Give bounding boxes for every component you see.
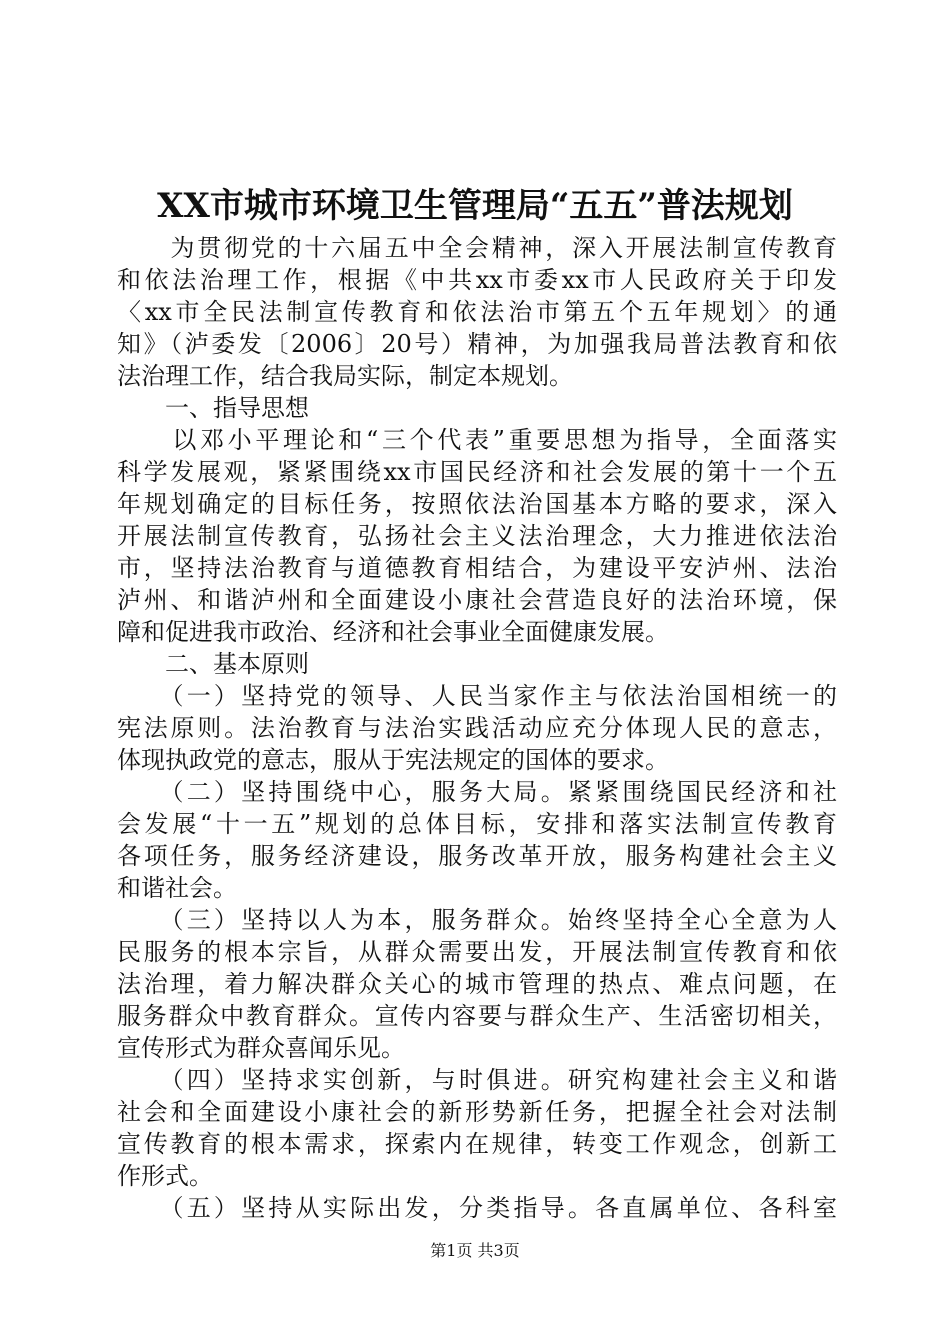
document-body — [117, 232, 837, 1224]
text-line: 宣传教育的根本需求，探索内在规律，转变工作观念，创新工 — [117, 1130, 837, 1158]
text-line: 宪法原则。法治教育与法治实践活动应充分体现人民的意志， — [117, 714, 837, 742]
text-line: 障和促进我市政治、经济和社会事业全面健康发展。 — [117, 618, 669, 646]
text-line: 服务群众中教育群众。宣传内容要与群众生产、生活密切相关， — [117, 1002, 837, 1030]
text-line: 开展法制宣传教育，弘扬社会主义法治理念，大力推进依法治 — [117, 522, 837, 550]
text-line: 和依法治理工作，根据《中共xx市委xx市人民政府关于印发 — [117, 266, 837, 294]
text-line: 以邓小平理论和“三个代表”重要思想为指导，全面落实 — [117, 426, 837, 454]
text-line: 宣传形式为群众喜闻乐见。 — [117, 1034, 405, 1062]
page-footer: 第1页 共3页 — [430, 1241, 520, 1260]
text-line: 法治理工作，结合我局实际，制定本规划。 — [117, 362, 573, 390]
text-line: 民服务的根本宗旨，从群众需要出发，开展法制宣传教育和依 — [117, 938, 837, 966]
text-line: 泸州、和谐泸州和全面建设小康社会营造良好的法治环境，保 — [117, 586, 837, 614]
text-line: 为贯彻党的十六届五中全会精神，深入开展法制宣传教育 — [117, 234, 837, 262]
text-line: （二）坚持围绕中心，服务大局。紧紧围绕国民经济和社 — [117, 778, 837, 806]
text-line: 各项任务，服务经济建设，服务改革开放，服务构建社会主义 — [117, 842, 837, 870]
text-line: 作形式。 — [117, 1162, 213, 1190]
text-line: 会发展“十一五”规划的总体目标，安排和落实法制宣传教育 — [117, 810, 837, 838]
text-line: （五）坚持从实际出发，分类指导。各直属单位、各科室 — [117, 1194, 837, 1222]
text-line: 科学发展观，紧紧围绕xx市国民经济和社会发展的第十一个五 — [117, 458, 837, 486]
document-title: XX市城市环境卫生管理局“五五”普法规划 — [157, 186, 793, 226]
text-line: 和谐社会。 — [117, 874, 237, 902]
text-line: 〈xx市全民法制宣传教育和依法治市第五个五年规划〉的通 — [117, 298, 837, 326]
text-line: 年规划确定的目标任务，按照依法治国基本方略的要求，深入 — [117, 490, 837, 518]
text-line: 知》（泸委发〔2006〕20号）精神，为加强我局普法教育和依 — [117, 330, 837, 358]
text-line: （一）坚持党的领导、人民当家作主与依法治国相统一的 — [117, 682, 837, 710]
text-line: 社会和全面建设小康社会的新形势新任务，把握全社会对法制 — [117, 1098, 837, 1126]
text-line: 市，坚持法治教育与道德教育相结合，为建设平安泸州、法治 — [117, 554, 837, 582]
text-line: 法治理，着力解决群众关心的城市管理的热点、难点问题，在 — [117, 970, 837, 998]
text-line: 一、指导思想 — [117, 394, 309, 422]
text-line: （四）坚持求实创新，与时俱进。研究构建社会主义和谐 — [117, 1066, 837, 1094]
text-line: 二、基本原则 — [117, 650, 309, 678]
text-line: （三）坚持以人为本，服务群众。始终坚持全心全意为人 — [117, 906, 837, 934]
text-line: 体现执政党的意志，服从于宪法规定的国体的要求。 — [117, 746, 669, 774]
